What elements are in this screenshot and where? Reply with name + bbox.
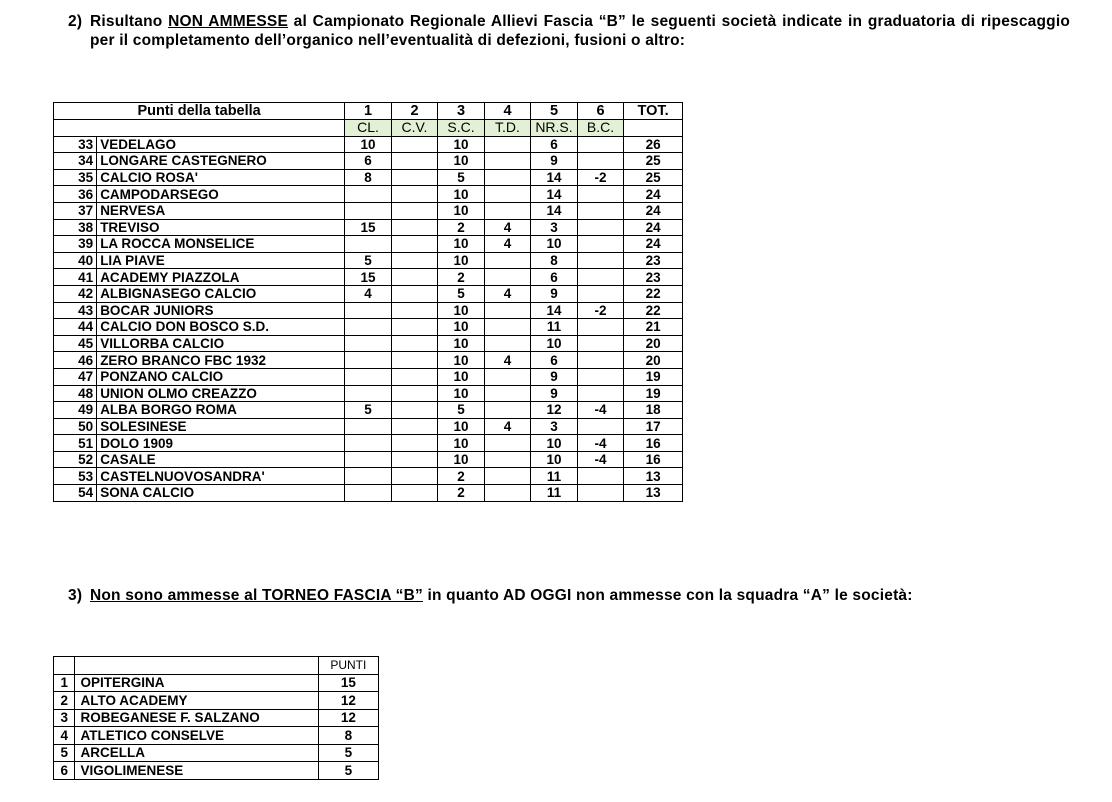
score-cv <box>391 186 438 203</box>
excluded-team-name: ALTO ACADEMY <box>75 692 318 710</box>
excluded-header-blank-idx <box>54 657 75 675</box>
score-td <box>484 252 531 269</box>
team-name: LONGARE CASTEGNERO <box>97 153 345 170</box>
table-row <box>54 468 683 485</box>
team-name: CALCIO DON BOSCO S.D. <box>97 319 345 336</box>
score-td <box>484 186 531 203</box>
score-td <box>484 335 531 352</box>
score-cv <box>391 451 438 468</box>
score-cv <box>391 136 438 153</box>
team-name: CAMPODARSEGO <box>97 186 345 203</box>
score-td <box>484 468 531 485</box>
score-cv <box>391 368 438 385</box>
score-cl <box>345 485 392 502</box>
ranking-subheader-blank <box>54 120 97 137</box>
score-cv <box>391 236 438 253</box>
team-rank: 41 <box>54 269 97 286</box>
score-nrs: 3 <box>531 219 578 236</box>
team-name: TREVISO <box>97 219 345 236</box>
ranking-subheader-cv: C.V. <box>391 120 438 137</box>
score-cl <box>345 302 392 319</box>
score-bc <box>577 319 624 336</box>
table-row <box>54 674 379 692</box>
score-cl: 10 <box>345 136 392 153</box>
table-row <box>54 485 683 502</box>
score-total: 22 <box>624 302 683 319</box>
score-bc <box>577 468 624 485</box>
team-rank: 33 <box>54 136 97 153</box>
table-row <box>54 169 683 186</box>
section-3-text <box>90 586 1070 605</box>
score-sc: 10 <box>438 202 485 219</box>
team-name: ALBIGNASEGO CALCIO <box>97 285 345 302</box>
table-row <box>54 252 683 269</box>
score-nrs: 14 <box>531 169 578 186</box>
score-td <box>484 435 531 452</box>
score-sc: 10 <box>438 418 485 435</box>
score-nrs: 14 <box>531 302 578 319</box>
score-cl <box>345 335 392 352</box>
score-total: 25 <box>624 153 683 170</box>
score-sc: 2 <box>438 485 485 502</box>
score-td: 4 <box>484 236 531 253</box>
team-rank: 34 <box>54 153 97 170</box>
team-rank: 43 <box>54 302 97 319</box>
score-bc <box>577 202 624 219</box>
team-name: VEDELAGO <box>97 136 345 153</box>
score-sc: 10 <box>438 186 485 203</box>
section-2-number: 2) <box>68 13 83 30</box>
score-bc <box>577 368 624 385</box>
score-total: 26 <box>624 136 683 153</box>
score-bc <box>577 352 624 369</box>
score-cl <box>345 186 392 203</box>
score-td <box>484 385 531 402</box>
score-cl: 15 <box>345 219 392 236</box>
table-row <box>54 418 683 435</box>
score-cl: 4 <box>345 285 392 302</box>
team-name: NERVESA <box>97 202 345 219</box>
score-td <box>484 136 531 153</box>
score-cl: 5 <box>345 252 392 269</box>
score-bc <box>577 285 624 302</box>
score-bc <box>577 136 624 153</box>
score-bc <box>577 418 624 435</box>
section-2-text-after: al Campionato Regionale Allievi Fascia “B” le seguenti società indicate in graduatoria di ripescaggio per il completamento dell’organico nell’eventualità di defezioni, fusioni o altro: <box>90 13 1071 49</box>
score-td: 4 <box>484 219 531 236</box>
excluded-points: 5 <box>318 744 378 762</box>
excluded-points: 8 <box>318 727 378 745</box>
ranking-subheader-nrs: NR.S. <box>531 120 578 137</box>
score-td <box>484 153 531 170</box>
score-sc: 5 <box>438 285 485 302</box>
score-cv <box>391 153 438 170</box>
score-total: 19 <box>624 368 683 385</box>
table-row <box>54 335 683 352</box>
score-sc: 10 <box>438 368 485 385</box>
score-td <box>484 368 531 385</box>
team-rank: 40 <box>54 252 97 269</box>
table-row <box>54 236 683 253</box>
score-cv <box>391 335 438 352</box>
score-cl: 8 <box>345 169 392 186</box>
score-total: 25 <box>624 169 683 186</box>
ranking-table <box>53 102 683 502</box>
ranking-header-col-3: 3 <box>438 103 485 120</box>
score-td: 4 <box>484 352 531 369</box>
excluded-index: 6 <box>54 762 75 780</box>
score-nrs: 9 <box>531 153 578 170</box>
table-row <box>54 744 379 762</box>
score-cv <box>391 219 438 236</box>
excluded-points: 12 <box>318 692 378 710</box>
excluded-team-name: OPITERGINA <box>75 674 318 692</box>
ranking-header-col-5: 5 <box>531 103 578 120</box>
section-2-text <box>90 12 1070 50</box>
score-nrs: 9 <box>531 285 578 302</box>
score-bc <box>577 186 624 203</box>
score-total: 24 <box>624 219 683 236</box>
score-bc <box>577 236 624 253</box>
team-rank: 46 <box>54 352 97 369</box>
score-nrs: 6 <box>531 136 578 153</box>
team-rank: 52 <box>54 451 97 468</box>
table-row <box>54 153 683 170</box>
excluded-points: 5 <box>318 762 378 780</box>
score-bc: -4 <box>577 435 624 452</box>
score-cv <box>391 202 438 219</box>
score-bc <box>577 485 624 502</box>
score-td <box>484 302 531 319</box>
score-cl <box>345 236 392 253</box>
excluded-team-name: ARCELLA <box>75 744 318 762</box>
score-bc: -2 <box>577 169 624 186</box>
score-total: 24 <box>624 236 683 253</box>
score-td <box>484 169 531 186</box>
score-nrs: 11 <box>531 468 578 485</box>
ranking-subheader-row <box>54 120 683 137</box>
table-row <box>54 202 683 219</box>
score-sc: 10 <box>438 335 485 352</box>
team-rank: 42 <box>54 285 97 302</box>
excluded-points: 15 <box>318 674 378 692</box>
section-2-underlined: NON AMMESSE <box>168 13 289 30</box>
team-rank: 44 <box>54 319 97 336</box>
excluded-index: 2 <box>54 692 75 710</box>
score-cl <box>345 352 392 369</box>
score-cl <box>345 319 392 336</box>
ranking-subheader-cl: CL. <box>345 120 392 137</box>
score-cv <box>391 485 438 502</box>
table-row <box>54 762 379 780</box>
score-sc: 10 <box>438 136 485 153</box>
score-nrs: 10 <box>531 435 578 452</box>
table-row <box>54 368 683 385</box>
excluded-index: 1 <box>54 674 75 692</box>
score-nrs: 10 <box>531 236 578 253</box>
score-total: 16 <box>624 435 683 452</box>
score-nrs: 11 <box>531 485 578 502</box>
score-cv <box>391 402 438 419</box>
table-row <box>54 319 683 336</box>
score-total: 13 <box>624 485 683 502</box>
score-total: 23 <box>624 269 683 286</box>
team-name: ACADEMY PIAZZOLA <box>97 269 345 286</box>
team-rank: 54 <box>54 485 97 502</box>
score-cl: 6 <box>345 153 392 170</box>
excluded-header-points: PUNTI <box>318 657 378 675</box>
score-td <box>484 451 531 468</box>
score-cv <box>391 269 438 286</box>
score-bc: -2 <box>577 302 624 319</box>
score-cl <box>345 435 392 452</box>
score-cv <box>391 319 438 336</box>
score-cl <box>345 418 392 435</box>
score-td: 4 <box>484 285 531 302</box>
table-row <box>54 709 379 727</box>
score-td <box>484 485 531 502</box>
excluded-header-blank-name <box>75 657 318 675</box>
team-rank: 50 <box>54 418 97 435</box>
excluded-header-row <box>54 657 379 675</box>
score-bc: -4 <box>577 402 624 419</box>
score-nrs: 12 <box>531 402 578 419</box>
score-cv <box>391 285 438 302</box>
ranking-header-col-4: 4 <box>484 103 531 120</box>
score-nrs: 11 <box>531 319 578 336</box>
team-rank: 45 <box>54 335 97 352</box>
ranking-header-col-6: 6 <box>577 103 624 120</box>
ranking-subheader-bc: B.C. <box>577 120 624 137</box>
team-name: PONZANO CALCIO <box>97 368 345 385</box>
score-cl <box>345 468 392 485</box>
ranking-subheader-td: T.D. <box>484 120 531 137</box>
score-nrs: 10 <box>531 335 578 352</box>
score-bc <box>577 252 624 269</box>
score-total: 20 <box>624 352 683 369</box>
score-sc: 2 <box>438 219 485 236</box>
score-sc: 2 <box>438 468 485 485</box>
ranking-header-col-2: 2 <box>391 103 438 120</box>
ranking-header-title: Punti della tabella <box>54 103 345 120</box>
score-total: 24 <box>624 202 683 219</box>
team-rank: 35 <box>54 169 97 186</box>
score-total: 18 <box>624 402 683 419</box>
score-total: 19 <box>624 385 683 402</box>
table-row <box>54 186 683 203</box>
score-td <box>484 202 531 219</box>
score-total: 23 <box>624 252 683 269</box>
score-sc: 5 <box>438 169 485 186</box>
table-row <box>54 302 683 319</box>
score-nrs: 14 <box>531 186 578 203</box>
table-row <box>54 692 379 710</box>
ranking-subheader-sc: S.C. <box>438 120 485 137</box>
score-sc: 10 <box>438 252 485 269</box>
score-cv <box>391 252 438 269</box>
table-row <box>54 269 683 286</box>
team-name: UNION OLMO CREAZZO <box>97 385 345 402</box>
score-nrs: 8 <box>531 252 578 269</box>
score-total: 20 <box>624 335 683 352</box>
score-bc <box>577 269 624 286</box>
section-3-underlined: Non sono ammesse al TORNEO FASCIA “B” <box>90 587 423 604</box>
team-rank: 49 <box>54 402 97 419</box>
team-name: SOLESINESE <box>97 418 345 435</box>
table-row <box>54 352 683 369</box>
score-sc: 10 <box>438 385 485 402</box>
table-row <box>54 402 683 419</box>
score-nrs: 3 <box>531 418 578 435</box>
excluded-team-name: ROBEGANESE F. SALZANO <box>75 709 318 727</box>
score-total: 13 <box>624 468 683 485</box>
score-td <box>484 319 531 336</box>
score-td <box>484 402 531 419</box>
excluded-index: 3 <box>54 709 75 727</box>
section-2-text-before: Risultano <box>90 13 169 30</box>
team-name: SONA CALCIO <box>97 485 345 502</box>
score-cv <box>391 468 438 485</box>
team-name: LIA PIAVE <box>97 252 345 269</box>
score-sc: 10 <box>438 435 485 452</box>
section-3-paragraph <box>68 586 1070 605</box>
score-sc: 5 <box>438 402 485 419</box>
score-cv <box>391 169 438 186</box>
ranking-header-total: TOT. <box>624 103 683 120</box>
score-td: 4 <box>484 418 531 435</box>
team-rank: 39 <box>54 236 97 253</box>
score-nrs: 6 <box>531 269 578 286</box>
score-nrs: 6 <box>531 352 578 369</box>
score-nrs: 14 <box>531 202 578 219</box>
score-cv <box>391 352 438 369</box>
score-sc: 10 <box>438 153 485 170</box>
score-sc: 10 <box>438 236 485 253</box>
team-rank: 37 <box>54 202 97 219</box>
score-td <box>484 269 531 286</box>
ranking-subheader-blank-name <box>97 120 345 137</box>
table-row <box>54 435 683 452</box>
table-row <box>54 285 683 302</box>
ranking-subheader-blank-total <box>624 120 683 137</box>
score-cv <box>391 418 438 435</box>
score-cl <box>345 451 392 468</box>
score-sc: 2 <box>438 269 485 286</box>
excluded-team-name: ATLETICO CONSELVE <box>75 727 318 745</box>
score-sc: 10 <box>438 352 485 369</box>
score-sc: 10 <box>438 319 485 336</box>
team-rank: 38 <box>54 219 97 236</box>
section-2-paragraph <box>68 12 1070 50</box>
score-cl: 15 <box>345 269 392 286</box>
score-total: 24 <box>624 186 683 203</box>
excluded-index: 5 <box>54 744 75 762</box>
team-rank: 47 <box>54 368 97 385</box>
table-row <box>54 219 683 236</box>
score-nrs: 9 <box>531 368 578 385</box>
score-total: 16 <box>624 451 683 468</box>
score-nrs: 9 <box>531 385 578 402</box>
section-3-number: 3) <box>68 587 83 604</box>
score-cl <box>345 368 392 385</box>
table-row <box>54 136 683 153</box>
excluded-points: 12 <box>318 709 378 727</box>
ranking-header-col-1: 1 <box>345 103 392 120</box>
team-rank: 48 <box>54 385 97 402</box>
team-name: VILLORBA CALCIO <box>97 335 345 352</box>
excluded-table <box>53 656 379 780</box>
team-name: DOLO 1909 <box>97 435 345 452</box>
score-cv <box>391 302 438 319</box>
table-row <box>54 451 683 468</box>
table-row <box>54 385 683 402</box>
team-name: CASALE <box>97 451 345 468</box>
team-name: ZERO BRANCO FBC 1932 <box>97 352 345 369</box>
score-total: 22 <box>624 285 683 302</box>
excluded-index: 4 <box>54 727 75 745</box>
score-cl <box>345 202 392 219</box>
ranking-header-row <box>54 103 683 120</box>
team-rank: 53 <box>54 468 97 485</box>
score-cv <box>391 385 438 402</box>
table-row <box>54 727 379 745</box>
score-bc <box>577 219 624 236</box>
score-cl <box>345 385 392 402</box>
section-3-text-after: in quanto AD OGGI non ammesse con la squadra “A” le società: <box>422 587 913 604</box>
team-rank: 36 <box>54 186 97 203</box>
team-name: BOCAR JUNIORS <box>97 302 345 319</box>
team-name: LA ROCCA MONSELICE <box>97 236 345 253</box>
score-nrs: 10 <box>531 451 578 468</box>
score-bc <box>577 153 624 170</box>
score-cv <box>391 435 438 452</box>
team-name: CASTELNUOVOSANDRA' <box>97 468 345 485</box>
excluded-team-name: VIGOLIMENESE <box>75 762 318 780</box>
score-bc <box>577 385 624 402</box>
team-name: ALBA BORGO ROMA <box>97 402 345 419</box>
score-sc: 10 <box>438 451 485 468</box>
score-bc: -4 <box>577 451 624 468</box>
score-total: 17 <box>624 418 683 435</box>
team-rank: 51 <box>54 435 97 452</box>
team-name: CALCIO ROSA' <box>97 169 345 186</box>
score-cl: 5 <box>345 402 392 419</box>
score-total: 21 <box>624 319 683 336</box>
score-sc: 10 <box>438 302 485 319</box>
score-bc <box>577 335 624 352</box>
